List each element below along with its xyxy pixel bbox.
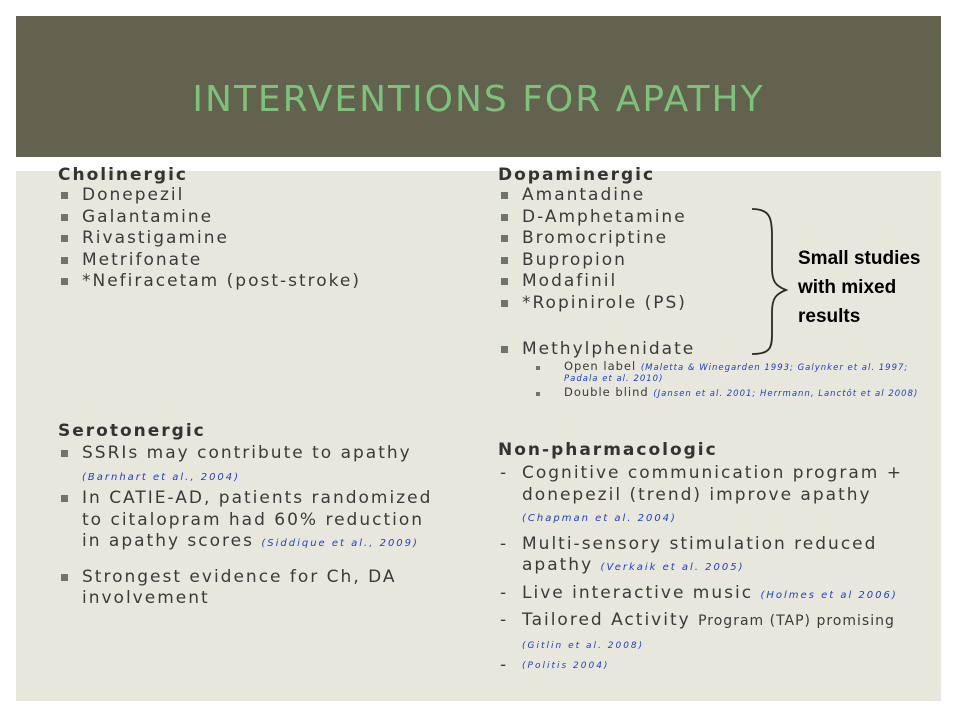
list-item (58, 443, 438, 488)
methylphenidate-block (498, 339, 938, 402)
methylphenidate-list (498, 339, 938, 361)
serotonergic-list (58, 443, 438, 610)
list-item (498, 610, 938, 657)
methylphenidate-sublist (498, 358, 938, 400)
citation: (Verkaik et al. 2005) (600, 562, 745, 573)
list-item (58, 488, 438, 555)
list-item (498, 534, 938, 579)
item-text: SSRIs may contribute to apathy (82, 443, 412, 463)
list-item: Metrifonate (58, 250, 458, 272)
list-item: Bupropion (498, 250, 798, 272)
list-item (498, 463, 938, 530)
list-item: *Ropinirole (PS) (498, 293, 798, 315)
item-text: Strongest evidence for Ch, DA involvement (82, 566, 397, 608)
citation: (Siddique et al., 2009) (261, 538, 419, 549)
list-item: Donepezil (58, 185, 458, 207)
list-item: Amantadine (498, 185, 798, 207)
list-item: Modafinil (498, 271, 798, 293)
list-item: Galantamine (58, 207, 458, 229)
list-item (498, 583, 938, 607)
sub-list-item (498, 384, 938, 400)
list-item: Bromocriptine (498, 228, 798, 250)
serotonergic-section (58, 421, 438, 610)
item-text: Cognitive communication program + donepezil (trend) improve apathy (522, 463, 903, 505)
dopaminergic-heading: Dopaminergic (498, 165, 656, 185)
list-item: *Nefiracetam (post-stroke) (58, 271, 458, 293)
citation: (Barnhart et al., 2004) (82, 471, 241, 483)
serotonergic-heading: Serotonergic (58, 421, 206, 441)
nonpharm-section (498, 440, 938, 672)
item-text: Multi-sensory stimulation reduced apathy (522, 533, 878, 575)
list-item (498, 659, 938, 672)
item-text: Double blind (564, 384, 649, 399)
nonpharm-heading: Non-pharmacologic (498, 440, 718, 460)
item-text: Live interactive music (522, 582, 754, 603)
item-text-small: Program (TAP) promising (698, 613, 895, 629)
curly-brace (748, 206, 798, 356)
citation: (Chapman et al. 2004) (522, 513, 677, 524)
cholinergic-section (58, 165, 458, 293)
citation: (Gitlin et al. 2008) (522, 640, 645, 651)
sub-list-item (498, 358, 938, 385)
item-text: Tailored Activity (522, 610, 691, 630)
list-item: Rivastigamine (58, 228, 458, 250)
callout-text: Small studies with mixed results (798, 248, 921, 327)
item-text: In CATIE-AD, patients randomized to citalopram had 60% reduction in apathy scores (82, 488, 433, 551)
citation: (Holmes et al 2006) (760, 589, 898, 601)
title-banner (16, 16, 941, 157)
cholinergic-list (58, 185, 458, 293)
citation: (Politis 2004) (522, 661, 610, 671)
item-text: Open label (564, 358, 637, 373)
nonpharm-list (498, 463, 938, 672)
citation: (Maletta & Winegarden 1993; Galynker et al. 1997; Padala et al. 2010) (564, 362, 909, 384)
list-item: Methylphenidate (498, 339, 938, 361)
list-item (58, 567, 438, 610)
cholinergic-heading: Cholinergic (58, 165, 189, 185)
citation: (Jansen et al. 2001; Herrmann, Lanctôt et al 2008) (653, 388, 919, 399)
slide-title: INTERVENTIONS FOR APATHY (192, 79, 765, 120)
list-item: D-Amphetamine (498, 207, 798, 229)
